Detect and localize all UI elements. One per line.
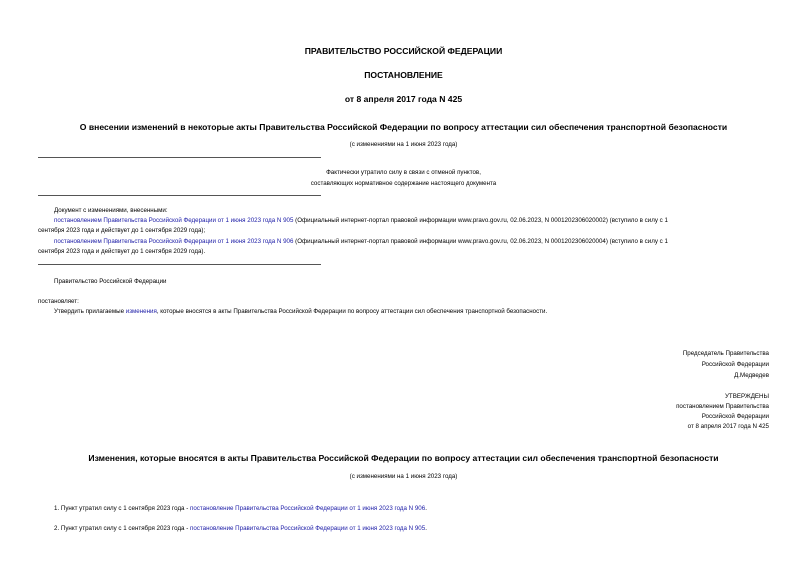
annex-item-text: 1. Пункт утратил силу с 1 сентября 2023 года - bbox=[54, 505, 190, 512]
divider bbox=[38, 264, 321, 265]
change-item-tail: (Официальный интернет-портал правовой информации www.pravo.gov.ru, 02.06.2023, N 0001202306020002) (вступило в силу с 1 bbox=[293, 217, 668, 224]
document-type: ПОСТАНОВЛЕНИЕ bbox=[364, 70, 443, 80]
approve-text-post: , которые вносятся в акты Правительства Российской Федерации по вопросу аттестации сил обеспечения транспортной безопасности. bbox=[156, 308, 548, 315]
signature-position: Председатель Правительства bbox=[682, 350, 769, 357]
change-item-continuation: сентября 2023 года и действует до 1 сентября 2029 года). bbox=[38, 248, 206, 255]
annex-item-link[interactable]: постановление Правительства Российской Федерации от 1 июня 2023 года N 906 bbox=[190, 505, 426, 512]
changes-link[interactable]: изменения bbox=[125, 308, 157, 315]
decrees-word: постановляет: bbox=[38, 298, 79, 305]
annex-item bbox=[54, 504, 427, 514]
change-item-continuation: сентября 2023 года и действует до 1 сентября 2029 года); bbox=[38, 227, 206, 234]
annex-item bbox=[54, 524, 427, 534]
document-date-number: от 8 апреля 2017 года N 425 bbox=[344, 94, 463, 104]
signature-country: Российской Федерации bbox=[701, 361, 769, 368]
amendment-link-906[interactable]: постановлением Правительства Российской Федерации от 1 июня 2023 года N 906 bbox=[54, 238, 294, 245]
approved-line3: Российской Федерации bbox=[701, 413, 769, 420]
amendment-link-905[interactable]: постановлением Правительства Российской Федерации от 1 июня 2023 года N 905 bbox=[54, 217, 294, 224]
approved-line2: постановлением Правительства bbox=[676, 403, 769, 410]
annex-item-link[interactable]: постановление Правительства Российской Федерации от 1 июня 2023 года N 905 bbox=[190, 525, 426, 532]
approved-line4: от 8 апреля 2017 года N 425 bbox=[687, 423, 769, 430]
annex-edition-note: (с изменениями на 1 июня 2023 года) bbox=[349, 473, 458, 480]
annex-item-end: . bbox=[425, 505, 427, 512]
approved-heading: УТВЕРЖДЕНЫ bbox=[725, 393, 769, 400]
changes-heading: Документ с изменениями, внесенными: bbox=[54, 207, 168, 214]
annex-item-end: . bbox=[425, 525, 427, 532]
annex-title: Изменения, которые вносятся в акты Правительства Российской Федерации по вопросу аттестации сил обеспечения транспортной безопасности bbox=[88, 453, 719, 463]
annex-item-text: 2. Пункт утратил силу с 1 сентября 2023 года - bbox=[54, 525, 190, 532]
edition-note: (с изменениями на 1 июня 2023 года) bbox=[349, 141, 458, 148]
signature-name: Д.Медведев bbox=[734, 372, 769, 379]
change-item bbox=[54, 237, 774, 247]
change-item-tail: (Официальный интернет-портал правовой информации www.pravo.gov.ru, 02.06.2023, N 0001202306020004) (вступило в силу с 1 bbox=[293, 238, 668, 245]
document-title: О внесении изменений в некоторые акты Правительства Российской Федерации по вопросу аттестации сил обеспечения транспортной безопасности bbox=[79, 122, 728, 132]
government-name: ПРАВИТЕЛЬСТВО РОССИЙСКОЙ ФЕДЕРАЦИИ bbox=[304, 46, 503, 56]
issuing-body: Правительство Российской Федерации bbox=[54, 278, 167, 285]
divider bbox=[38, 157, 321, 158]
change-item bbox=[54, 216, 774, 226]
expired-note-line1: Фактически утратило силу в связи с отменой пунктов, bbox=[326, 169, 481, 176]
expired-note-line2: составляющих нормативное содержание настоящего документа bbox=[310, 180, 497, 187]
approve-text-pre: Утвердить прилагаемые bbox=[54, 308, 126, 315]
approve-paragraph bbox=[54, 307, 547, 317]
divider bbox=[38, 195, 321, 196]
